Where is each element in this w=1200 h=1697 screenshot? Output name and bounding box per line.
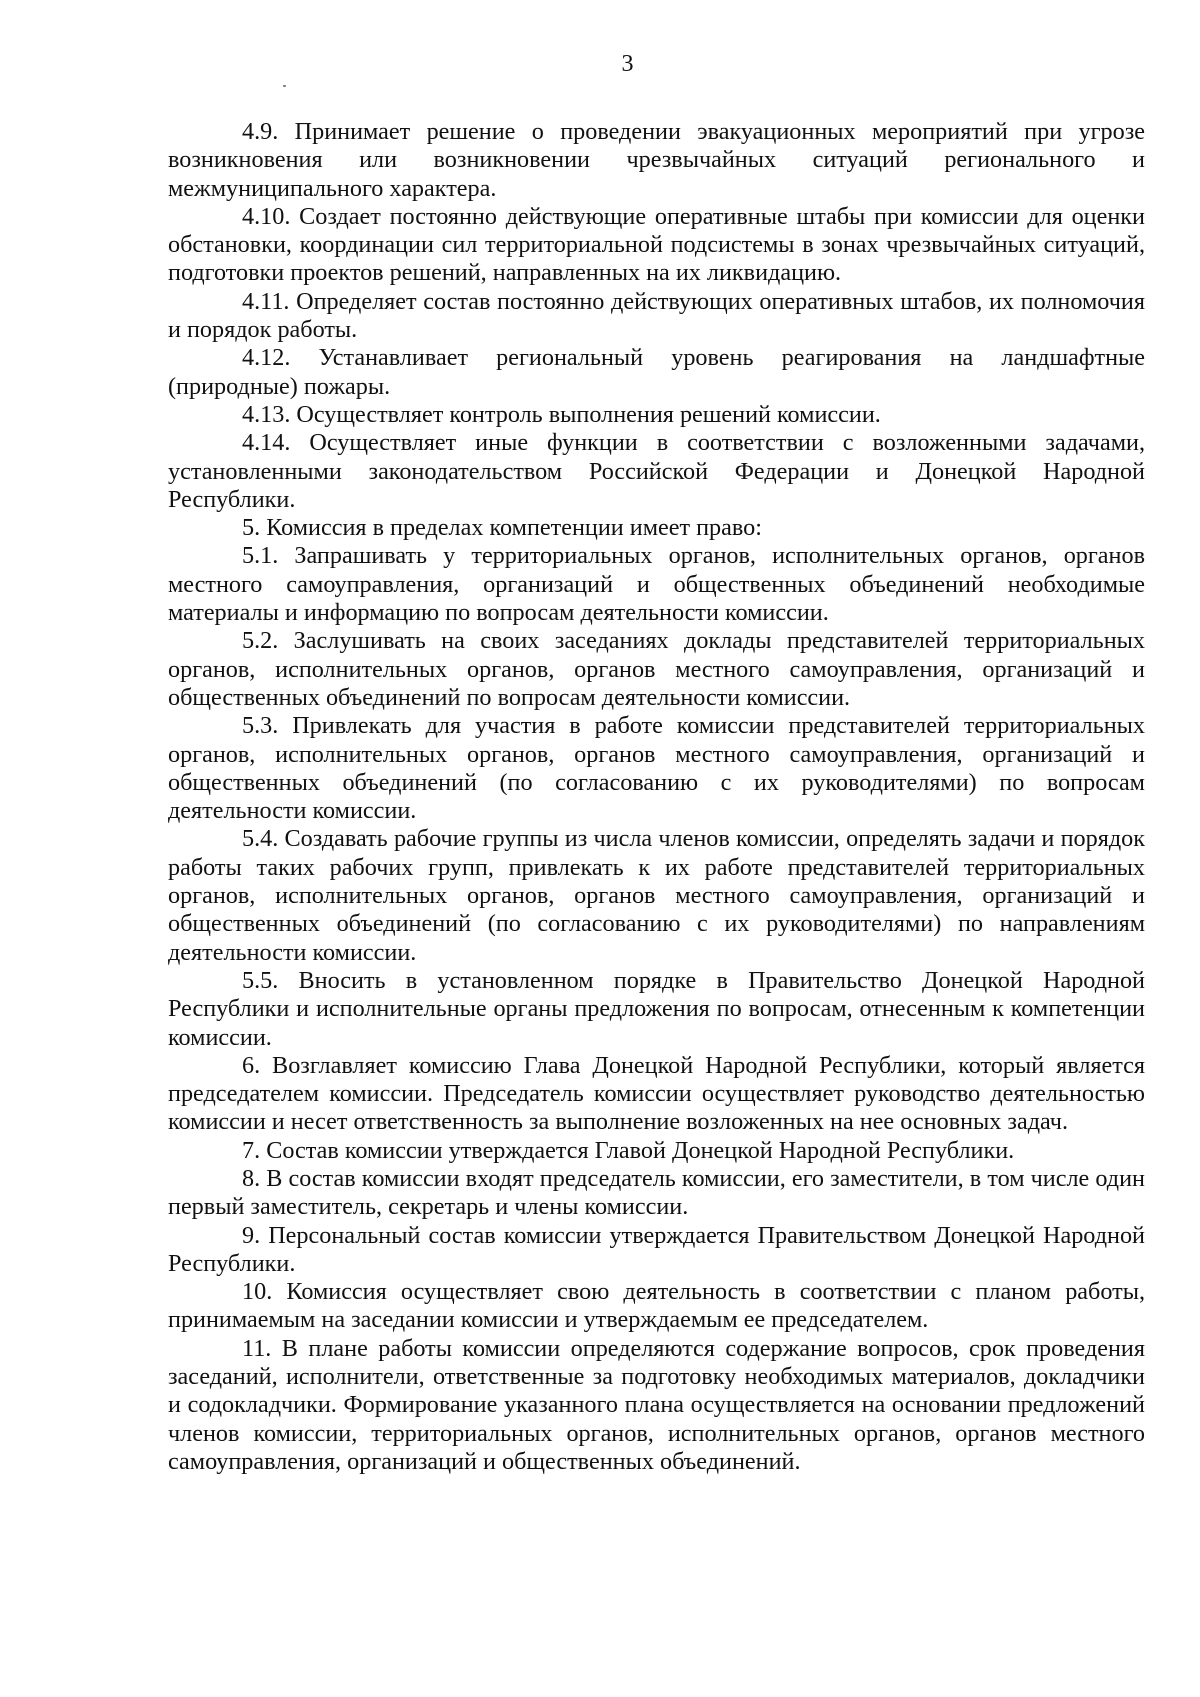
paragraph-5-2: 5.2. Заслушивать на своих заседаниях доклады представителей территориальных органов, исполнительных органов, органов местного самоуправления, организаций и общественных объединений по вопросам деятельности комиссии. <box>168 627 1145 711</box>
paragraph-4-10: 4.10. Создает постоянно действующие оперативные штабы при комиссии для оценки обстановки, координации сил территориальной подсистемы в зонах чрезвычайных ситуаций, подготовки проектов решений, направленных на их ликвидацию. <box>168 202 1145 287</box>
paragraph-4-12: 4.12. Устанавливает региональный уровень реагирования на ландшафтные (природные) пожары. <box>168 344 1145 400</box>
paragraph-7: 7. Состав комиссии утверждается Главой Донецкой Народной Республики. <box>242 1136 1015 1164</box>
paragraph-4-13: 4.13. Осуществляет контроль выполнения решений комиссии. <box>242 400 881 428</box>
paragraph-4-14: 4.14. Осуществляет иные функции в соответствии с возложенными задачами, установленными законодательством Российской Федерации и Донецкой Народной Республики. <box>168 429 1145 513</box>
paragraph-5-4: 5.4. Создавать рабочие группы из числа членов комиссии, определять задачи и порядок работы таких рабочих групп, привлекать к их работе представителей территориальных органов, исполнительных органов, органов местного самоуправления, организаций и общественных объединений (по согласованию с их руководителями) по направлениям деятельности комиссии. <box>168 825 1145 966</box>
paragraph-8: 8. В состав комиссии входят председатель комиссии, его заместители, в том числе один первый заместитель, секретарь и члены комиссии. <box>168 1164 1145 1221</box>
document-body <box>168 118 1145 1476</box>
paragraph-10: 10. Комиссия осуществляет свою деятельность в соответствии с планом работы, принимаемым на заседании комиссии и утверждаемым ее председателем. <box>168 1278 1145 1334</box>
paragraph-11: 11. В плане работы комиссии определяются содержание вопросов, срок проведения заседаний, исполнители, ответственные за подготовку необходимых материалов, докладчики и содокладчики. Формирование указанного плана осуществляется на основании предложений членов комиссии, территориальных органов, исполнительных органов, органов местного самоуправления, организаций и общественных объединений. <box>168 1334 1145 1475</box>
scan-speck <box>283 85 286 87</box>
paragraph-4-11: 4.11. Определяет состав постоянно действующих оперативных штабов, их полномочия и порядок работы. <box>168 287 1145 344</box>
paragraph-4-9: 4.9. Принимает решение о проведении эвакуационных мероприятий при угрозе возникновения или возникновении чрезвычайных ситуаций регионального и межмуниципального характера. <box>168 118 1145 202</box>
paragraph-5-3: 5.3. Привлекать для участия в работе комиссии представителей территориальных органов, исполнительных органов, органов местного самоуправления, организаций и общественных объединений (по согласованию с их руководителями) по вопросам деятельности комиссии. <box>168 712 1145 825</box>
paragraph-5-5: 5.5. Вносить в установленном порядке в Правительство Донецкой Народной Республики и исполнительные органы предложения по вопросам, отнесенным к компетенции комиссии. <box>168 966 1145 1051</box>
paragraph-6: 6. Возглавляет комиссию Глава Донецкой Народной Республики, который является председателем комиссии. Председатель комиссии осуществляет руководство деятельностью комиссии и несет ответственность за выполнение возложенных на нее основных задач. <box>168 1051 1145 1136</box>
paragraph-5-1: 5.1. Запрашивать у территориальных органов, исполнительных органов, органов местного самоуправления, организаций и общественных объединений необходимые материалы и информацию по вопросам деятельности комиссии. <box>168 542 1145 627</box>
paragraph-9: 9. Персональный состав комиссии утверждается Правительством Донецкой Народной Республики. <box>168 1221 1145 1277</box>
page-number: 3 <box>621 51 634 77</box>
paragraph-5: 5. Комиссия в пределах компетенции имеет право: <box>242 514 762 542</box>
